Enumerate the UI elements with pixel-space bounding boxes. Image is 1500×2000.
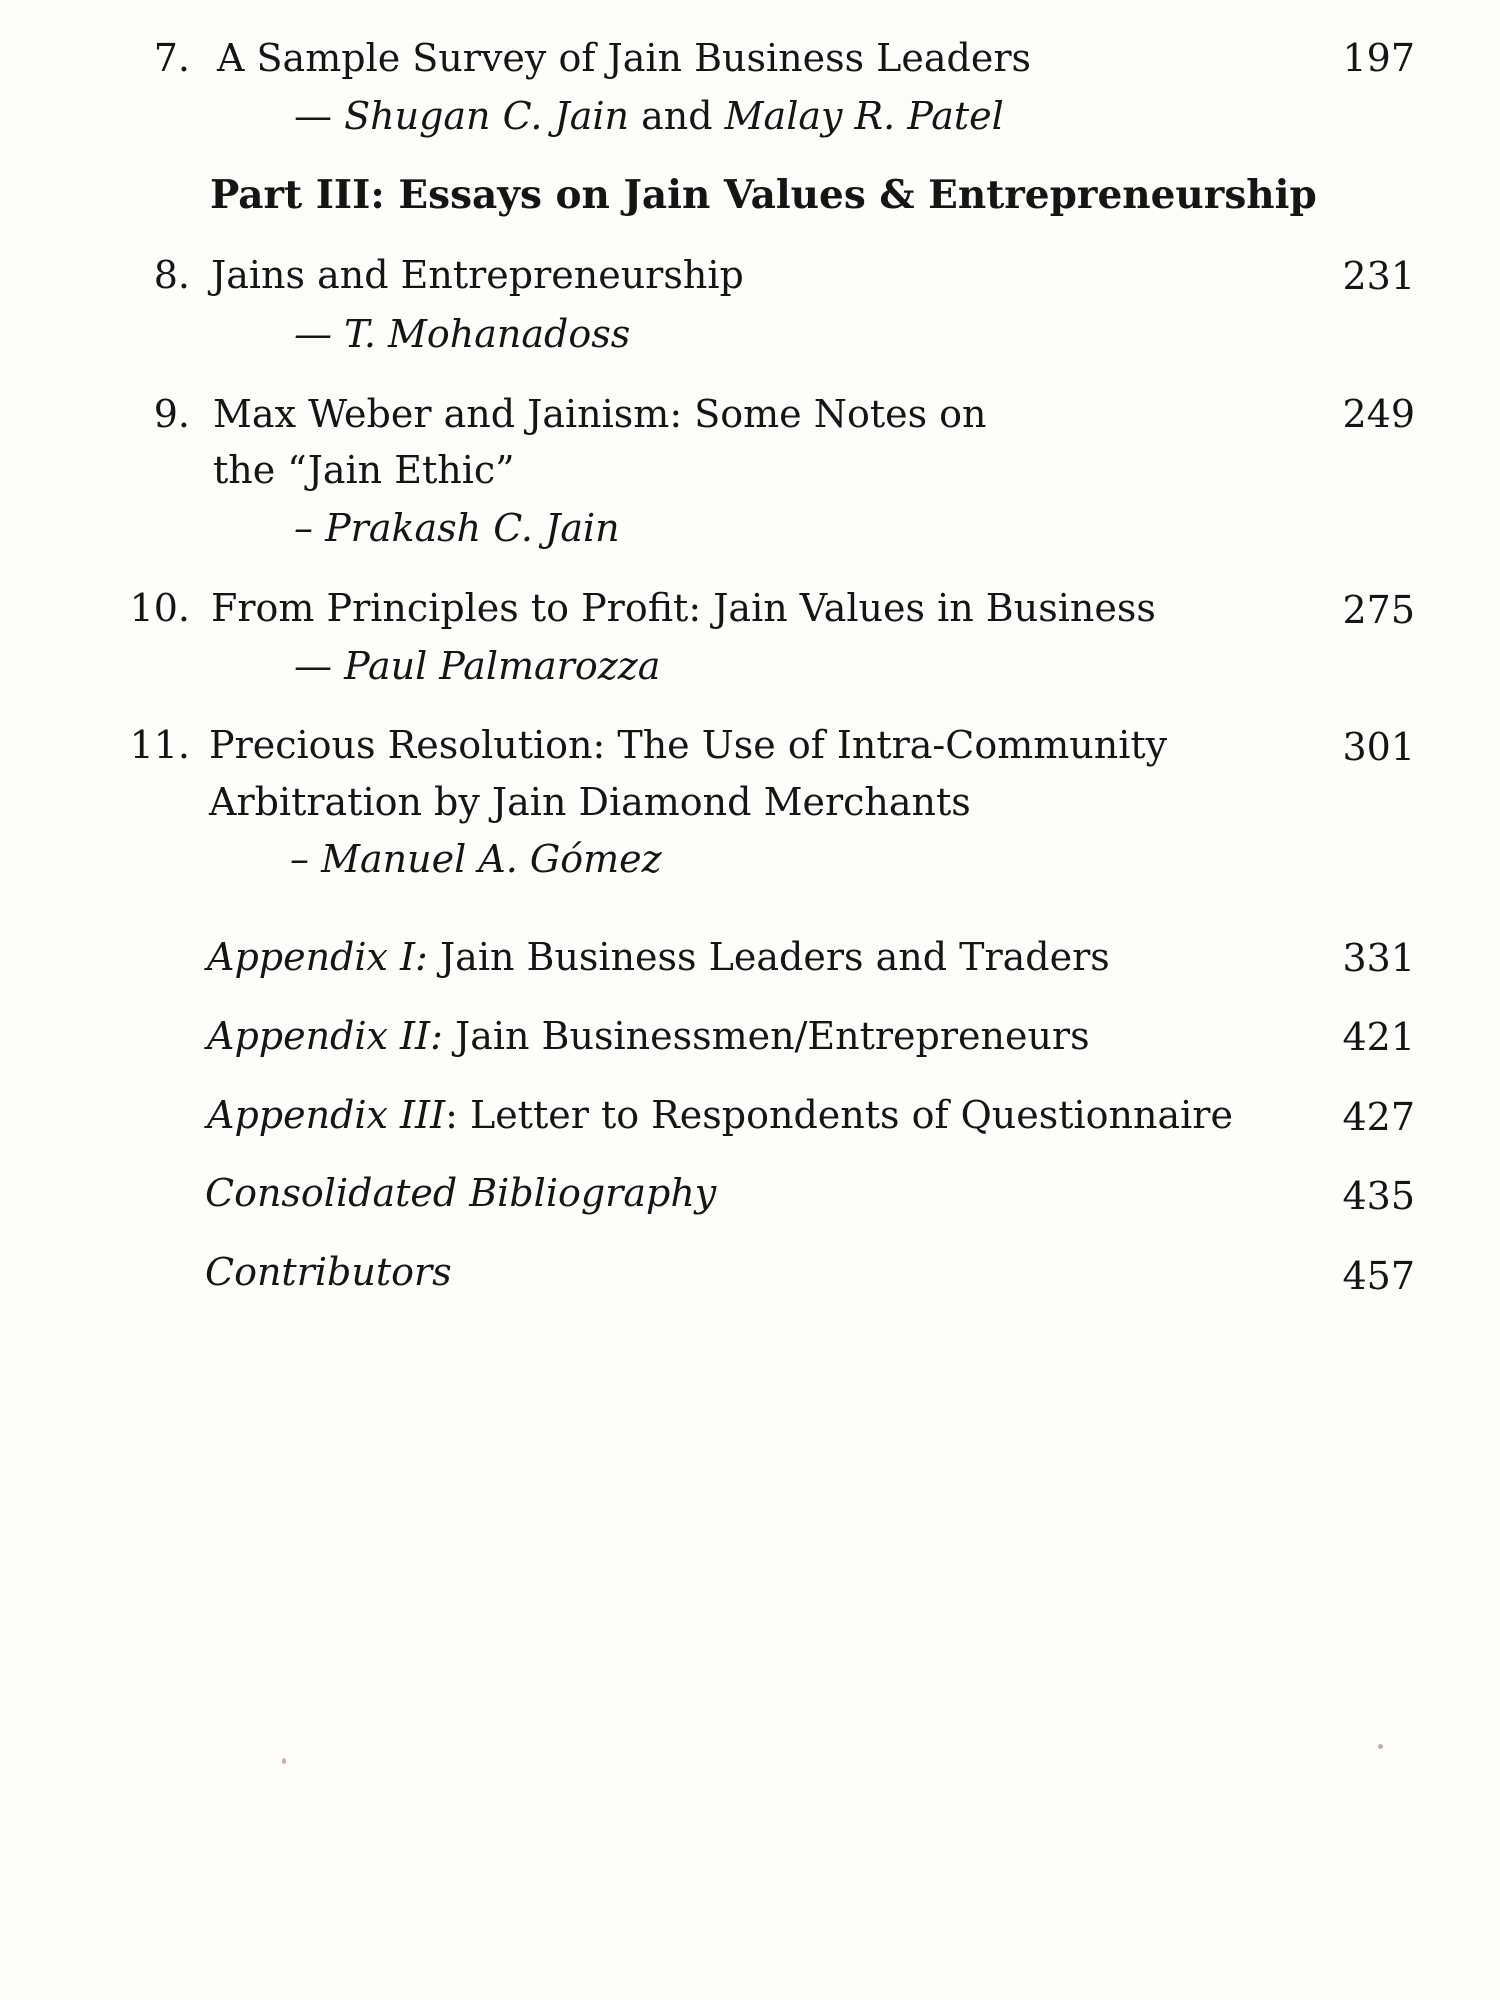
appendix-entry [207, 1091, 1233, 1139]
entry-title: A Sample Survey of Jain Business Leaders [217, 36, 1032, 80]
entry-page-number: 331 [1342, 936, 1415, 980]
entry-title: Jains and Entrepreneurship [211, 253, 744, 297]
author-name: Shugan C. Jain [344, 94, 630, 138]
entry-title-continued: Arbitration by Jain Diamond Merchants [209, 780, 971, 824]
entry-title: Precious Resolution: The Use of Intra-Community [209, 723, 1168, 767]
bibliography-label: Consolidated Bibliography [205, 1171, 717, 1215]
entry-page-number: 421 [1342, 1015, 1415, 1059]
entry-author: – Manuel A. Gómez [290, 837, 662, 881]
author-name: Malay R. Patel [724, 94, 1004, 138]
appendix-title: Jain Business Leaders and Traders [427, 935, 1110, 979]
entry-page-number: 231 [1342, 254, 1415, 298]
appendix-title: Jain Businessmen/Entrepreneurs [442, 1014, 1090, 1058]
part-heading: Part III: Essays on Jain Values & Entrepreneurship [210, 172, 1317, 218]
paper-speck [1378, 1744, 1383, 1749]
contributors-label: Contributors [205, 1250, 452, 1294]
entry-number: 7. [153, 36, 190, 80]
entry-page-number: 427 [1342, 1095, 1415, 1139]
entry-author: — T. Mohanadoss [294, 312, 631, 356]
entry-number: 10. [129, 586, 190, 630]
appendix-entry [207, 933, 1110, 981]
entry-number: 8. [153, 253, 190, 297]
author-joiner: and [629, 94, 725, 138]
appendix-label: Appendix II: [207, 1014, 443, 1058]
appendix-title: : Letter to Respondents of Questionnaire [445, 1093, 1233, 1137]
entry-title: Max Weber and Jainism: Some Notes on [213, 392, 987, 436]
entry-page-number: 435 [1342, 1174, 1415, 1218]
entry-number: 11. [129, 723, 190, 767]
entry-title-continued: the “Jain Ethic” [213, 448, 515, 492]
paper-speck [282, 1758, 286, 1764]
entry-author: — Paul Palmarozza [294, 644, 661, 688]
entry-author: – Prakash C. Jain [294, 506, 620, 550]
appendix-label: Appendix III [207, 1093, 446, 1137]
appendix-entry [207, 1012, 1090, 1060]
entry-page-number: 301 [1342, 725, 1415, 769]
entry-title: From Principles to Profit: Jain Values in Business [211, 586, 1156, 630]
appendix-label: Appendix I: [207, 935, 428, 979]
entry-author [294, 92, 1004, 140]
entry-page-number: 457 [1342, 1254, 1415, 1298]
entry-page-number: 275 [1342, 588, 1415, 632]
entry-page-number: 249 [1342, 392, 1415, 436]
entry-number: 9. [153, 392, 190, 436]
entry-page-number: 197 [1342, 36, 1415, 80]
author-dash: — [294, 94, 345, 138]
